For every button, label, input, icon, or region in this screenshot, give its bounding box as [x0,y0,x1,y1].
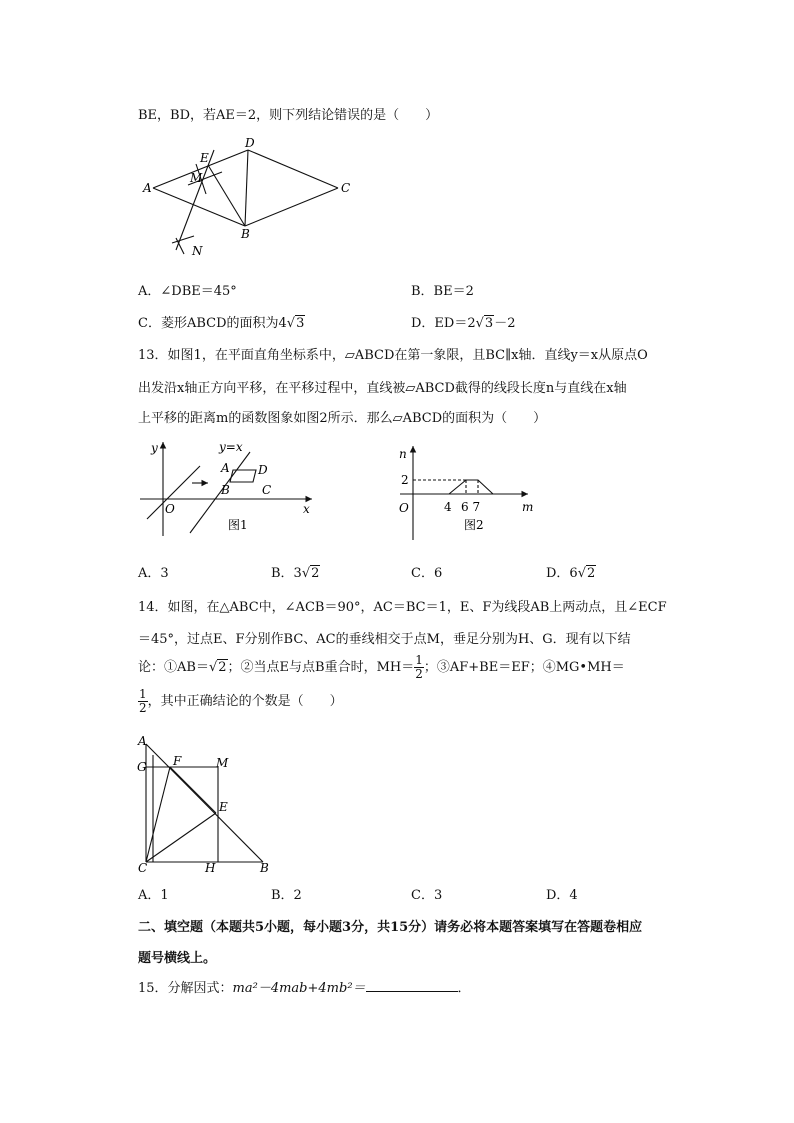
q14-text-line-1: 14．如图，在△ABC中，∠ACB＝90°，AC＝BC＝1，E、F为线段AB上两动点，且∠ECF [138,600,667,615]
q13-option-a: A．3 [138,566,169,581]
fig2-tick-6-7: 6 7 [461,500,481,514]
q14-label-m: M [216,756,229,770]
q12-label-b: B [241,227,250,241]
q14-option-a: A．1 [138,888,169,903]
fig2-tick-4: 4 [444,500,452,514]
q14-label-a: A [138,734,147,748]
fig2-tick-2: 2 [401,473,409,487]
fig1-a-label: A [221,461,230,475]
q12-option-d: D．ED＝2√3－2 [411,316,516,331]
q12-option-b: B．BE＝2 [411,284,474,299]
fig1-c-label: C [262,483,272,497]
q13-figure-2 [395,440,540,540]
q13-text-line-3: 上平移的距离m的函数图象如图2所示．那么▱ABCD的面积为（ ） [138,411,547,426]
q12-label-c: C [341,181,351,195]
q12-option-a: A．∠DBE＝45° [138,284,237,299]
section-2-heading-line-2: 题号横线上。 [138,951,217,966]
q14-fraction-mh: $\frac{1}{2}$ [415,653,423,681]
q14-fraction-mgmh: $\frac{1}{2}$ [139,687,147,715]
fig1-x-label: x [303,502,310,516]
q14-text-line-3: 论：①AB＝√2；②当点E与点B重合时，MH＝ $\frac{1}{2}$ ；③AF+BE＝EF；④MG•MH＝ [138,653,625,681]
q12-label-a: A [143,181,152,195]
q14-label-f: F [173,754,182,768]
q15-text: 15．分解因式：ma²－4mab+4mb²＝ ． [138,981,471,996]
q12-text-line: BE，BD，若AE＝2，则下列结论错误的是（ ） [138,108,439,123]
q13-text-line-2: 出发沿x轴正方向平移，在平移过程中，直线被▱ABCD截得的线段长度n与直线在x轴 [138,381,627,396]
section-2-heading-line-1: 二、填空题（本题共5小题，每小题3分，共15分）请务必将本题答案填写在答题卷相应 [138,920,643,935]
q14-text-line-4: $\frac{1}{2}$ ，其中正确结论的个数是（ ） [139,687,343,715]
q14-label-h: H [205,861,216,875]
q14-option-c: C．3 [411,888,443,903]
q14-text-line-2: ＝45°，过点E、F分别作BC、AC的垂线相交于点M，垂足分别为H、G．现有以下结 [138,632,631,647]
q14-label-g: G [137,760,147,774]
q14-label-e: E [219,800,228,814]
q15-answer-blank [366,979,458,992]
q12-label-m: M [190,171,203,185]
q12-label-e: E [200,151,209,165]
q14-option-d: D．4 [546,888,578,903]
fig1-b-label: B [221,483,230,497]
q13-option-c: C．6 [411,566,443,581]
q12-rhombus-figure [138,134,368,264]
fig1-origin-label: O [165,502,175,516]
fig2-caption: 图2 [464,518,484,532]
fig1-line-label: y=x [219,440,243,454]
fig1-d-label: D [258,463,268,477]
fig2-n-label: n [399,447,407,461]
q14-triangle-figure [134,730,279,878]
q13-option-d: D．6√2 [546,566,596,581]
fig2-m-label: m [522,500,534,514]
q12-option-c: C．菱形ABCD的面积为4√3 [138,316,305,331]
q13-option-b: B．3√2 [271,566,320,581]
fig1-y-label: y [151,441,158,455]
q14-option-b: B．2 [271,888,302,903]
fig2-origin-label: O [399,501,409,515]
q13-text-line-1: 13．如图1，在平面直角坐标系中，▱ABCD在第一象限，且BC∥x轴．直线y＝x从原点O [138,348,648,363]
q13-figure-1 [138,435,323,540]
q14-label-b: B [260,861,269,875]
q14-label-c: C [138,861,148,875]
q12-label-n: N [192,244,203,258]
q12-label-d: D [245,136,255,150]
fig1-caption: 图1 [228,518,248,532]
